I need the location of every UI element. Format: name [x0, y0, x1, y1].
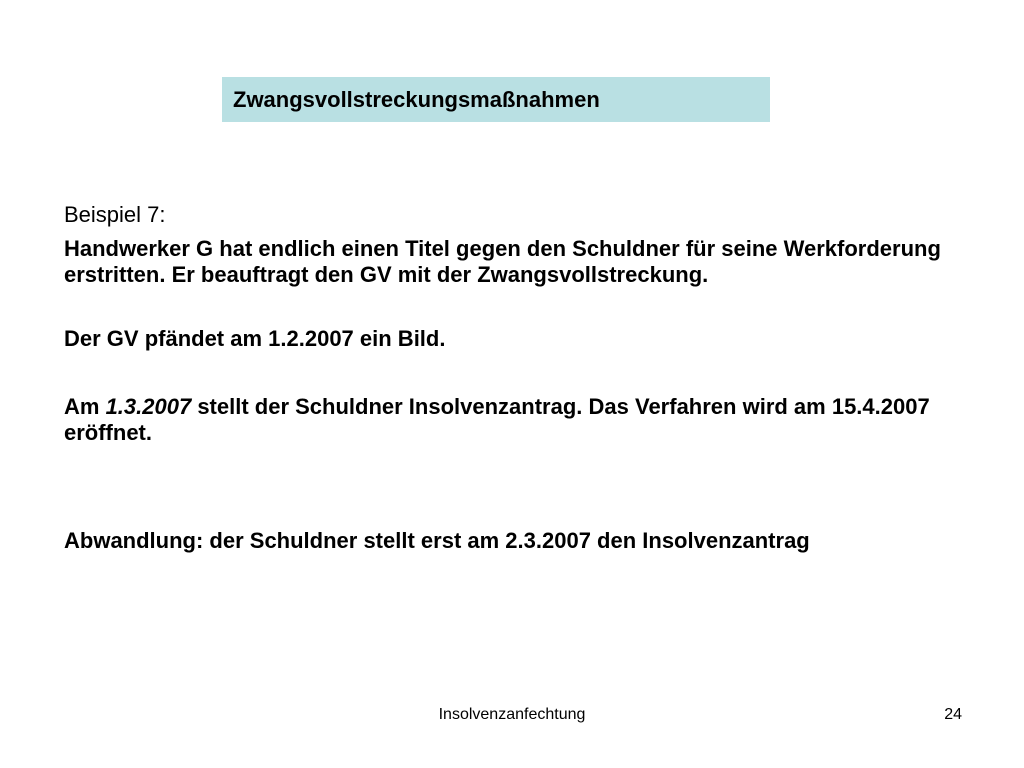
- paragraph-prefix: Am: [64, 394, 106, 419]
- paragraph-abwandlung: Abwandlung: der Schuldner stellt erst am 2.3.2007 den Insolvenzantrag: [64, 528, 810, 553]
- paragraph-pfaendung: Der GV pfändet am 1.2.2007 ein Bild.: [64, 326, 446, 351]
- paragraph-insolvenzantrag: [64, 394, 964, 446]
- paragraph-handwerker: Handwerker G hat endlich einen Titel gegen den Schuldner für seine Werkforderung erstritten. Er beauftragt den GV mit der Zwangsvollstreckung.: [64, 236, 941, 287]
- paragraph-suffix: stellt der Schuldner Insolvenzantrag. Das Verfahren wird am 15.4.2007 eröffnet.: [64, 394, 930, 445]
- paragraph-date-italic: 1.3.2007: [105, 394, 192, 419]
- page-number: 24: [944, 706, 962, 723]
- slide-title-box: [222, 77, 770, 122]
- example-label: Beispiel 7:: [64, 202, 166, 227]
- slide-title: Zwangsvollstreckungsmaßnahmen: [233, 86, 600, 112]
- footer-title: Insolvenzanfechtung: [438, 706, 586, 723]
